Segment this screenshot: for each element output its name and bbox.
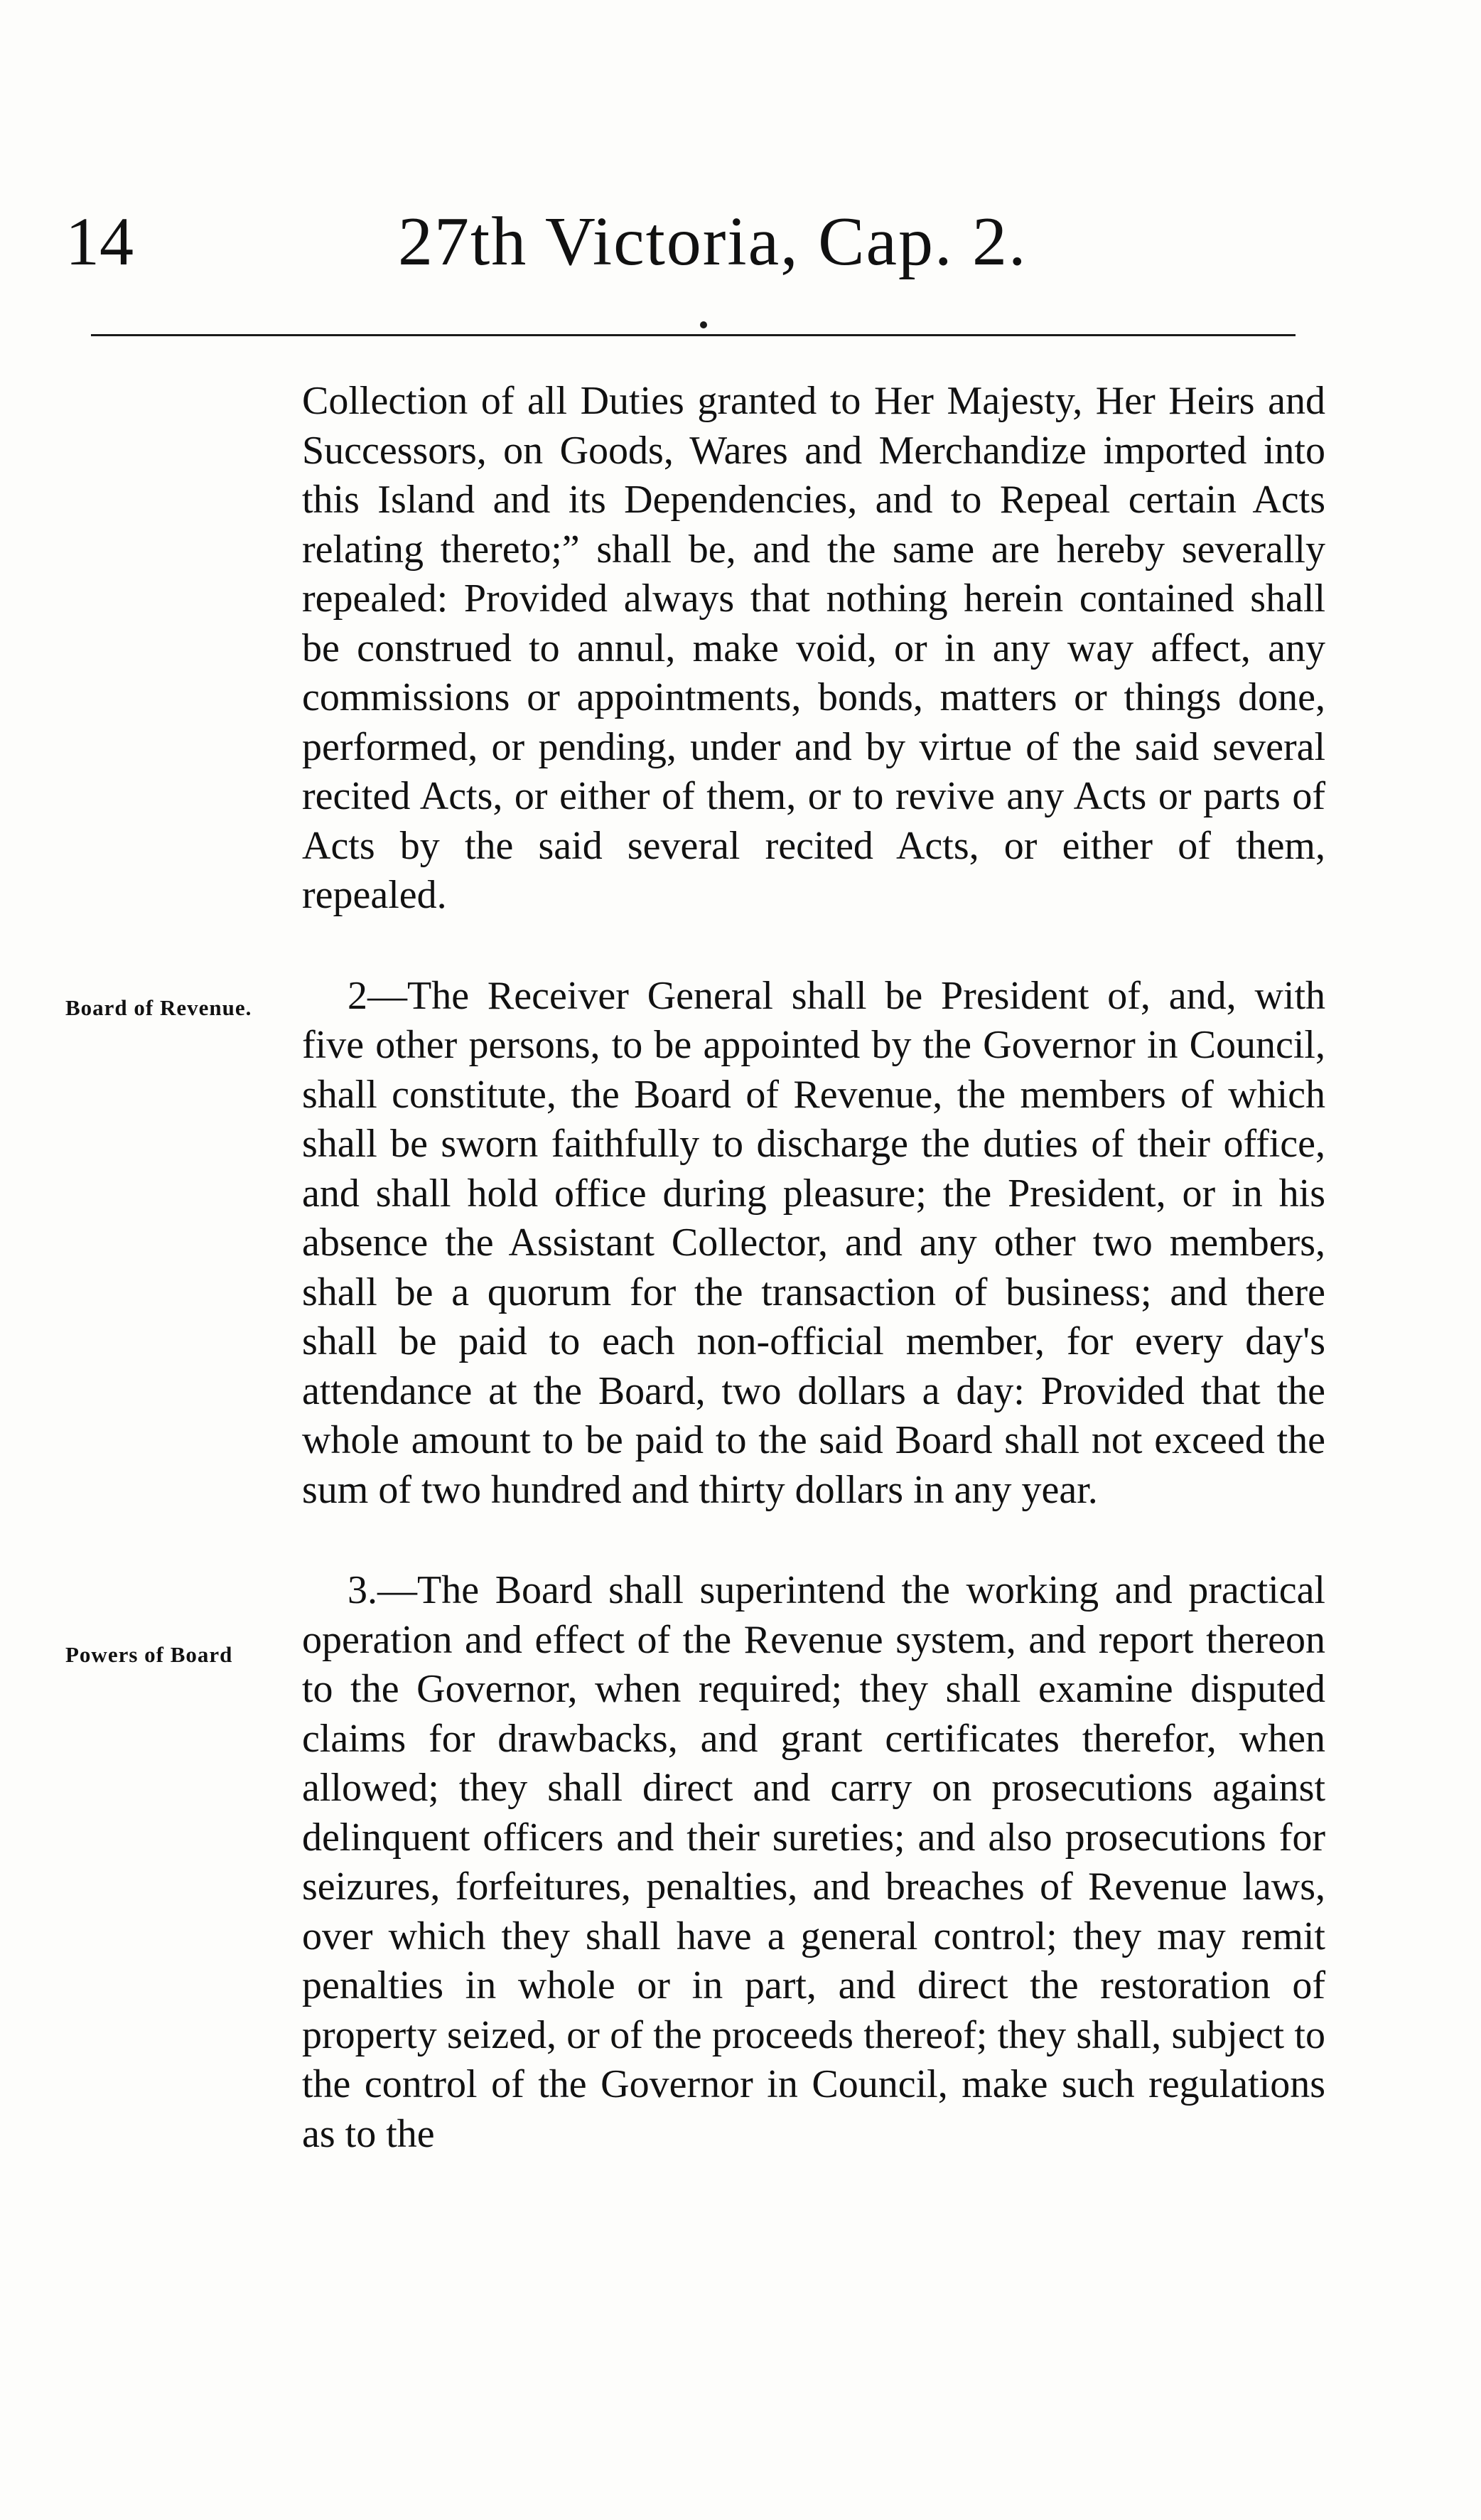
running-title: 27th Victoria, Cap. 2. bbox=[398, 203, 1028, 280]
section-2-paragraph: 2—The Receiver General shall be President of, and, with five other persons, to be appointed by the Governor in Council, shall constitute, the Board of Revenue, the members of which shall be sworn faithfully to discharge the duties of their office, and shall hold office during pleasure; the President, or in his absence the Assistant Collector, and any other two members, shall be a quorum for the transaction of business; and there shall be paid to each non-official member, for every day's attendance at the Board, two dollars a day: Provided that the whole amount to be paid to the said Board shall not exceed the sum of two hundred and thirty dollars in any year. bbox=[302, 973, 1325, 1512]
paragraph-gap bbox=[302, 921, 1325, 972]
page-number: 14 bbox=[65, 203, 134, 279]
margin-note-board-of-revenue: Board of Revenue. bbox=[65, 995, 252, 1020]
margin-note-powers-of-board: Powers of Board bbox=[65, 1642, 233, 1667]
section-3-paragraph: 3.—The Board shall superintend the working and practical operation and effect of the Revenue system, and report thereon to the Governor, when required; they shall examine disputed claims for drawbacks, and grant certificates therefor, when allowed; they shall direct and carry on prosecutions against delinquent officers and their sureties; and also prosecutions for seizures, forfeitures, penalties, and breaches of Revenue laws, over which they shall have a general control; they may remit penalties in whole or in part, and direct the restoration of property seized, or of the proceeds thereof; they shall, subject to the control of the Governor in Council, make such regulations as to the bbox=[302, 1568, 1325, 2156]
main-text-column bbox=[302, 377, 1325, 2159]
page-header bbox=[0, 203, 1481, 288]
header-rule bbox=[91, 334, 1296, 336]
paragraph-gap bbox=[302, 1515, 1325, 1566]
continued-paragraph: Collection of all Duties granted to Her Majesty, Her Heirs and Successors, on Goods, Wares and Merchandize imported into this Island and its Dependencies, and to Repeal certain Acts relating thereto;” shall be, and the same are hereby severally repealed: Provided always that nothing herein contained shall be construed to annul, make void, or in any way affect, any commissions or appointments, bonds, matters or things done, performed, or pending, under and by virtue of the said several recited Acts, or either of them, or to revive any Acts or parts of Acts by the said several recited Acts, or either of them, repealed. bbox=[302, 379, 1325, 917]
header-rule-dot bbox=[700, 321, 707, 328]
